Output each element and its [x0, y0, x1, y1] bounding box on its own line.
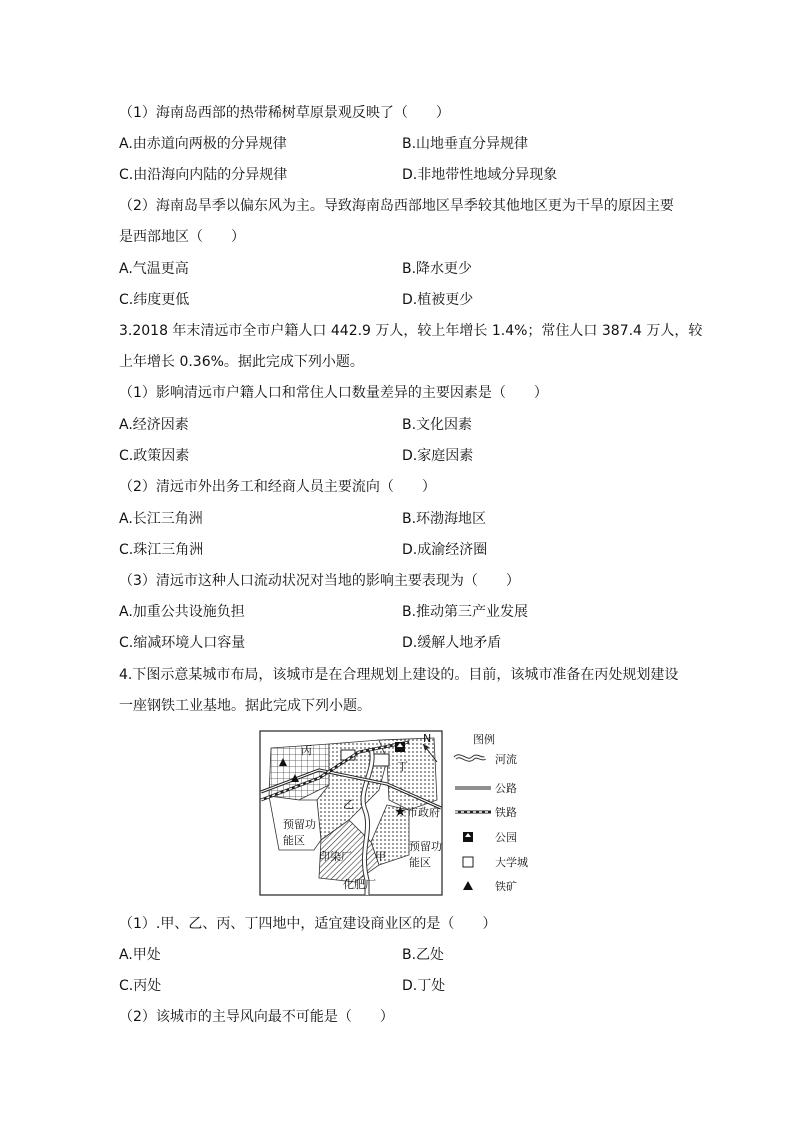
question-stem: （1）海南岛西部的热带稀树草原景观反映了（ ） — [119, 105, 450, 121]
legend-park-icon — [463, 832, 473, 842]
option-a: A.由赤道向两极的分异规律 — [119, 136, 287, 152]
label-bing: 丙 — [301, 744, 312, 757]
north-label: N — [423, 732, 432, 745]
option-a: A.经济因素 — [119, 417, 189, 433]
option-b: B.推动第三产业发展 — [402, 604, 529, 620]
legend-iron-ore-icon — [463, 881, 473, 890]
city-layout-map — [259, 730, 534, 896]
legend-iron-ore-label: 铁矿 — [495, 880, 517, 893]
legend-river-icon — [455, 756, 485, 759]
option-c: C.政策因素 — [119, 448, 190, 464]
question-stem: （2）该城市的主导风向最不可能是（ ） — [119, 1009, 394, 1025]
question-intro-cont: 上年增长 0.36%。据此完成下列小题。 — [119, 354, 364, 370]
legend-university-icon — [463, 857, 473, 867]
option-b: B.山地垂直分异规律 — [402, 136, 529, 152]
option-b: B.文化因素 — [402, 417, 473, 433]
option-d: D.丁处 — [402, 978, 446, 994]
label-reserve-left-1: 预留功 — [283, 818, 316, 831]
option-c: C.由沿海向内陆的分异规律 — [119, 167, 288, 183]
question-intro: 4.下图示意某城市布局，该城市是在合理规划上建设的。目前，该城市准备在丙处规划建设 — [119, 667, 679, 683]
question-intro: 3.2018 年末清远市全市户籍人口 442.9 万人，较上年增长 1.4%；常住人口 387.4 万人，较 — [119, 323, 703, 339]
question-stem: （2）海南岛旱季以偏东风为主。导致海南岛西部地区旱季较其他地区更为干旱的原因主要 — [119, 198, 674, 214]
legend-university-label: 大学城 — [495, 856, 528, 869]
option-d: D.植被更少 — [402, 292, 474, 308]
question-stem-cont: 是西部地区（ ） — [119, 229, 245, 245]
option-c: C.缩减环境人口容量 — [119, 635, 246, 651]
legend-park-label: 公园 — [495, 831, 517, 844]
option-c: C.纬度更低 — [119, 292, 190, 308]
question-intro-cont: 一座钢铁工业基地。据此完成下列小题。 — [119, 698, 371, 714]
label-reserve-right-2: 能区 — [409, 856, 431, 869]
option-c: C.珠江三角洲 — [119, 542, 204, 558]
option-b: B.乙处 — [402, 947, 445, 963]
label-fertilizer-factory: 化肥厂 — [343, 878, 376, 891]
question-stem: （2）清远市外出务工和经商人员主要流向（ ） — [119, 479, 436, 495]
option-a: A.气温更高 — [119, 261, 189, 277]
option-c: C.丙处 — [119, 978, 162, 994]
label-reserve-left-2: 能区 — [283, 834, 305, 847]
legend-title: 图例 — [473, 733, 495, 746]
question-stem: （3）清远市这种人口流动状况对当地的影响主要表现为（ ） — [119, 573, 520, 589]
option-d: D.家庭因素 — [402, 448, 474, 464]
label-ding: 丁 — [397, 760, 408, 773]
park-marker — [395, 742, 405, 752]
legend-railway-label: 铁路 — [495, 806, 517, 819]
option-d: D.非地带性地域分异现象 — [402, 167, 558, 183]
option-d: D.缓解人地矛盾 — [402, 635, 502, 651]
question-stem: （1）.甲、乙、丙、丁四地中，适宜建设商业区的是（ ） — [119, 916, 497, 932]
label-city-hall: 市政府 — [407, 806, 440, 819]
legend-river-label: 河流 — [495, 753, 517, 766]
option-a: A.长江三角洲 — [119, 511, 203, 527]
option-a: A.甲处 — [119, 947, 161, 963]
question-stem: （1）影响清远市户籍人口和常住人口数量差异的主要因素是（ ） — [119, 385, 548, 401]
option-a: A.加重公共设施负担 — [119, 604, 245, 620]
city-hall-star: ★ — [394, 804, 407, 820]
label-yi: 乙 — [343, 798, 354, 811]
label-jia: 甲 — [375, 850, 386, 863]
option-b: B.环渤海地区 — [402, 511, 487, 527]
label-dye-factory: 印染厂 — [319, 850, 352, 863]
option-d: D.成渝经济圈 — [402, 542, 488, 558]
option-b: B.降水更少 — [402, 261, 473, 277]
label-reserve-right-1: 预留功 — [409, 840, 442, 853]
legend-highway-label: 公路 — [495, 782, 517, 795]
